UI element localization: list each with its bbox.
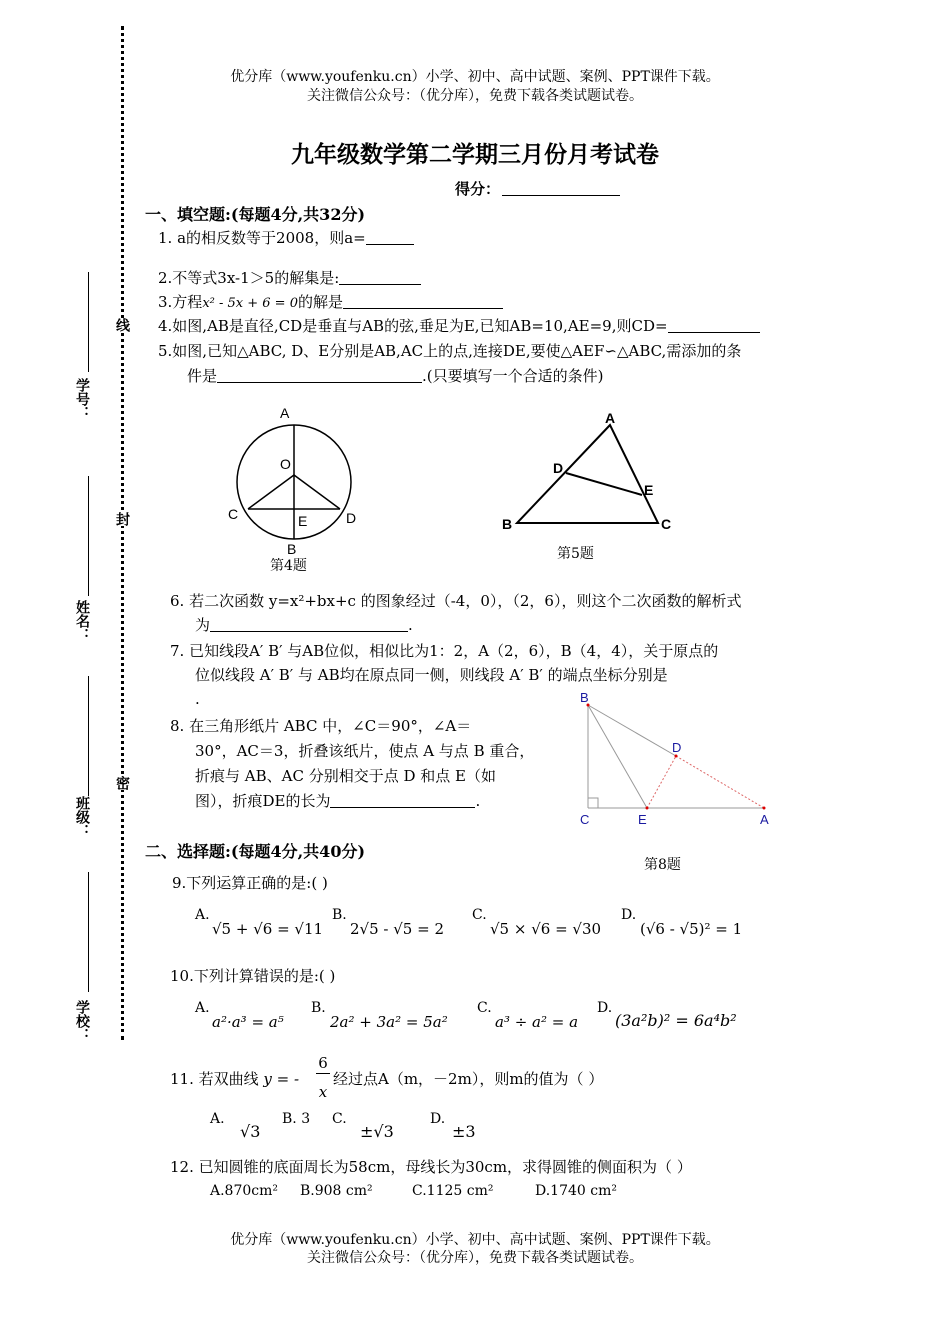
xuehao-line — [88, 272, 89, 372]
q11-tail: 经过点A（m，－2m），则m的值为（ ） — [333, 1070, 604, 1088]
question-12: 12. 已知圆锥的底面周长为58cm，母线长为30cm，求得圆锥的侧面积为（ ） — [170, 1158, 692, 1176]
question-11: 11. 若双曲线 y = - — [170, 1070, 300, 1088]
question-8-line-4: 图），折痕DE的长为 . — [195, 792, 481, 810]
question-6-line-1: 6. 若二次函数 y=x²+bx+c 的图象经过（-4，0），（2，6），则这个二次函数的解析式 — [170, 592, 742, 610]
q12-option-c[interactable]: C.1125 cm² — [412, 1183, 494, 1199]
q9-option-b-expr: 2√5 - √5 = 2 — [350, 920, 444, 938]
seal-xian: 线 — [114, 318, 130, 332]
fig5-label-a: A — [605, 410, 616, 426]
q4-blank[interactable] — [668, 332, 760, 333]
figure-5-triangle — [495, 405, 685, 540]
section1-title: 一、填空题:(每题4分,共32分) — [145, 205, 366, 224]
q12-option-b[interactable]: B.908 cm² — [300, 1183, 373, 1199]
question-6-line-2: 为 . — [195, 616, 413, 634]
question-1: 1. a的相反数等于2008，则a= — [158, 228, 414, 248]
q12-option-a[interactable]: A.870cm² — [210, 1183, 279, 1199]
q9-option-d-expr: (√6 - √5)² = 1 — [640, 920, 743, 938]
fig5-label-c: C — [661, 516, 672, 532]
figure-4-circle — [222, 400, 372, 578]
question-9: 9.下列运算正确的是:( ) — [172, 874, 328, 892]
section2-title: 二、选择题:(每题4分,共40分) — [145, 842, 366, 861]
score-field[interactable] — [455, 178, 620, 199]
q12-option-d[interactable]: D.1740 cm² — [535, 1183, 617, 1199]
q9-option-c[interactable]: C. — [472, 907, 487, 923]
fig4-label-d: D — [346, 510, 357, 526]
q10-option-c-expr: a³ ÷ a² = a — [495, 1013, 579, 1031]
q10-option-a-expr: a²·a³ = a⁵ — [212, 1013, 284, 1031]
page-title: 九年级数学第二学期三月份月考试卷 — [291, 141, 659, 168]
q9-option-a[interactable]: A. — [195, 907, 210, 923]
score-label: 得分： — [455, 180, 501, 198]
question-8-line-2: 30°，AC＝3，折叠该纸片，使点 A 与点 B 重合， — [195, 742, 535, 760]
footer-line-1: 优分库（www.youfenku.cn）小学、初中、高中试题、案例、PPT课件下载。 — [230, 1232, 720, 1248]
fig8-label-c: C — [580, 812, 590, 827]
q9-option-a-expr: √5 + √6 = √11 — [212, 920, 324, 938]
q11-option-d-expr: ±3 — [452, 1122, 476, 1141]
header-line-2: 关注微信公众号：（优分库），免费下载各类试题试卷。 — [307, 88, 643, 104]
footer-line-2: 关注微信公众号：（优分库），免费下载各类试题试卷。 — [307, 1250, 643, 1266]
q3-blank[interactable] — [343, 308, 503, 309]
q11-option-c-expr: ±√3 — [360, 1122, 394, 1141]
q5-blank[interactable] — [217, 382, 422, 383]
q9-option-b[interactable]: B. — [332, 907, 347, 923]
fig4-caption: 第4题 — [270, 558, 307, 574]
banji-line — [88, 676, 89, 796]
q11-lhs: y = - — [263, 1070, 300, 1088]
q10-option-b[interactable]: B. — [311, 1000, 326, 1016]
fig8-label-e: E — [638, 812, 647, 827]
q3-equation: x² - 5x + 6 = 0 — [202, 296, 298, 311]
xuexiao-line — [88, 872, 89, 992]
q9-option-d[interactable]: D. — [621, 907, 637, 923]
q11-numerator: 6 — [316, 1054, 330, 1074]
fig4-label-e: E — [298, 513, 308, 529]
q11-option-d[interactable]: D. — [430, 1111, 446, 1127]
question-7-line-2: 位似线段 A′ B′ 与 AB均在原点同一侧，则线段 A′ B′ 的端点坐标分别是 — [195, 666, 668, 684]
xuehao-label: 学号： — [74, 378, 90, 420]
question-5-line-2: 件是 .(只要填写一个合适的条件) — [187, 367, 604, 385]
q11-option-c[interactable]: C. — [332, 1111, 347, 1127]
q9-option-c-expr: √5 × √6 = √30 — [490, 920, 602, 938]
q1-blank[interactable] — [366, 244, 414, 245]
xingming-line — [88, 476, 89, 596]
xingming-label: 姓名： — [74, 600, 90, 642]
q11-option-a-expr: √3 — [240, 1122, 261, 1141]
question-8-line-3: 折痕与 AB、AC 分别相交于点 D 和点 E（如 — [195, 767, 496, 785]
q10-option-d-expr: (3a²b)² = 6a⁴b² — [615, 1011, 737, 1030]
question-3: 3.方程x² - 5x + 6 = 0的解是 — [158, 292, 503, 314]
question-10: 10.下列计算错误的是:( ) — [170, 967, 336, 985]
score-blank[interactable] — [502, 195, 620, 196]
fig8-caption: 第8题 — [644, 857, 681, 873]
fig4-label-c: C — [228, 506, 239, 522]
seal-mi: 密 — [114, 776, 130, 790]
header-line-1: 优分库（www.youfenku.cn）小学、初中、高中试题、案例、PPT课件下载。 — [230, 69, 720, 85]
fig8-label-a: A — [760, 812, 769, 827]
fig5-label-d: D — [553, 460, 564, 476]
banji-label: 班级： — [74, 796, 90, 838]
q11-denominator: x — [318, 1083, 328, 1101]
binding-dotted-line — [121, 26, 124, 1040]
seal-feng: 封 — [114, 512, 130, 526]
q11-option-a[interactable]: A. — [210, 1111, 225, 1127]
fig5-caption: 第5题 — [557, 546, 594, 562]
fig4-label-a: A — [280, 405, 290, 421]
question-7-line-3: . — [195, 690, 200, 708]
q10-option-b-expr: 2a² + 3a² = 5a² — [330, 1013, 448, 1031]
fig8-label-d: D — [672, 740, 682, 755]
fig4-label-b: B — [287, 541, 297, 557]
figure-8-fold — [574, 690, 779, 830]
fig8-label-b: B — [580, 690, 589, 705]
question-4: 4.如图,AB是直径,CD是垂直与AB的弦,垂足为E,已知AB=10,AE=9,则CD= — [158, 316, 760, 336]
q2-blank[interactable] — [339, 284, 421, 285]
q10-option-c[interactable]: C. — [477, 1000, 492, 1016]
fig5-label-e: E — [644, 482, 654, 498]
q10-option-d[interactable]: D. — [597, 1000, 613, 1016]
fig4-label-o: O — [280, 456, 291, 472]
question-5-line-1: 5.如图,已知△ABC, D、E分别是AB,AC上的点,连接DE,要使△AEF∽△ABC,需添加的条 — [158, 342, 742, 360]
q6-blank[interactable] — [210, 631, 408, 632]
q8-blank[interactable] — [330, 807, 475, 808]
q10-option-a[interactable]: A. — [195, 1000, 210, 1016]
question-2: 2.不等式3x-1＞5的解集是: — [158, 268, 421, 288]
xuexiao-label: 学校： — [74, 1000, 90, 1042]
question-8-line-1: 8. 在三角形纸片 ABC 中，∠C＝90°，∠A＝ — [170, 717, 472, 735]
q11-option-b[interactable]: B. 3 — [282, 1111, 311, 1127]
question-7-line-1: 7. 已知线段A′ B′ 与AB位似，相似比为1：2，A（2，6），B（4，4），关于原点的 — [170, 642, 719, 660]
fig5-label-b: B — [502, 516, 513, 532]
